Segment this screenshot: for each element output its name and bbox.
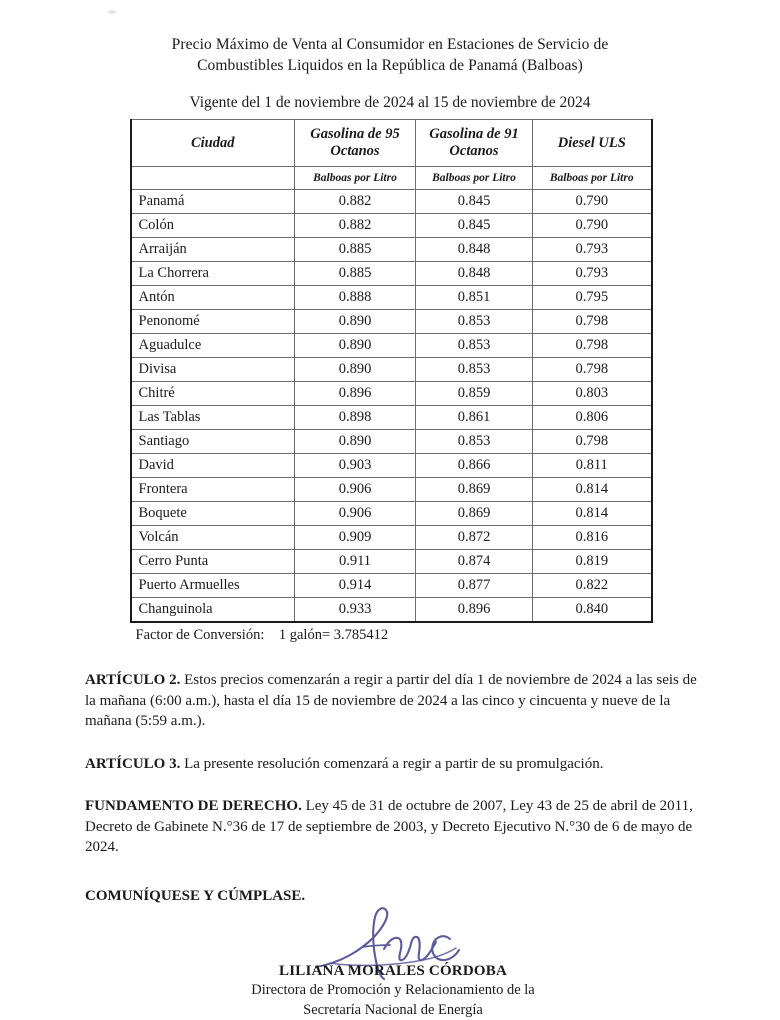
column-header-city: Ciudad: [131, 120, 295, 167]
subheader-diesel-unit: Balboas por Litro: [533, 167, 652, 190]
fuel-price-table: [130, 119, 653, 623]
cell-city: Colón: [131, 214, 295, 238]
cell-gasoline-91: 0.896: [416, 598, 533, 623]
cell-diesel: 0.790: [533, 214, 652, 238]
cell-diesel: 0.811: [533, 454, 652, 478]
article-2-paragraph: [85, 670, 701, 732]
cell-city: Arraiján: [131, 238, 295, 262]
article-3-text: La presente resolución comenzará a regir a partir de su promulgación.: [180, 755, 604, 772]
table-row: [131, 382, 652, 406]
cell-gasoline-95: 0.888: [295, 286, 416, 310]
signatory-role-line-1: Directora de Promoción y Relacionamiento de la: [251, 981, 535, 998]
subheader-gasoline-91-unit: Balboas por Litro: [416, 167, 533, 190]
cell-gasoline-95: 0.882: [295, 214, 416, 238]
cell-city: Divisa: [131, 358, 295, 382]
cell-gasoline-95: 0.906: [295, 502, 416, 526]
legal-basis-text: Ley 45 de 31 de octubre de 2007, Ley 43 de 25 de abril de 2011, Decreto de Gabinete N.°36 de 17 de septiembre de 2003, y Decreto Ejecutivo N.°30 de 6 de mayo de 2024.: [85, 798, 693, 855]
scan-artifact: [108, 10, 116, 14]
cell-gasoline-95: 0.909: [295, 526, 416, 550]
validity-period: Vigente del 1 de noviembre de 2024 al 15 de noviembre de 2024: [189, 94, 591, 111]
table-row: [131, 334, 652, 358]
cell-city: Volcán: [131, 526, 295, 550]
article-3-paragraph: [85, 754, 701, 775]
cell-gasoline-91: 0.877: [416, 574, 533, 598]
cell-diesel: 0.819: [533, 550, 652, 574]
cell-diesel: 0.840: [533, 598, 652, 623]
table-row: [131, 310, 652, 334]
cell-city: Antón: [131, 286, 295, 310]
table-body: [131, 190, 652, 623]
cell-gasoline-95: 0.933: [295, 598, 416, 623]
price-table-container: [130, 119, 651, 623]
cell-gasoline-91: 0.861: [416, 406, 533, 430]
subheader-city: [131, 167, 295, 190]
column-header-gasoline-91: Gasolina de 91 Octanos: [416, 120, 533, 167]
closing-statement: COMUNÍQUESE Y CÚMPLASE.: [85, 887, 306, 904]
cell-diesel: 0.798: [533, 430, 652, 454]
cell-gasoline-95: 0.903: [295, 454, 416, 478]
subheader-gasoline-95-unit: Balboas por Litro: [295, 167, 416, 190]
cell-gasoline-91: 0.859: [416, 382, 533, 406]
document-header: [0, 0, 780, 113]
article-3-label: ARTÍCULO 3.: [85, 755, 181, 772]
table-head: [131, 120, 652, 190]
signatory-name: LILIANA MORALES CÓRDOBA: [279, 962, 507, 979]
cell-gasoline-95: 0.882: [295, 190, 416, 214]
table-row: [131, 190, 652, 214]
table-row: [131, 478, 652, 502]
signatory-role-line-2: Secretaría Nacional de Energía: [303, 1001, 483, 1018]
table-row: [131, 526, 652, 550]
document-title-line-1: Precio Máximo de Venta al Consumidor en Estaciones de Servicio de: [171, 36, 609, 53]
cell-diesel: 0.798: [533, 310, 652, 334]
cell-diesel: 0.793: [533, 262, 652, 286]
cell-gasoline-95: 0.898: [295, 406, 416, 430]
cell-diesel: 0.795: [533, 286, 652, 310]
conversion-factor-note: Factor de Conversión: 1 galón= 3.785412: [135, 627, 389, 643]
table-row: [131, 406, 652, 430]
cell-gasoline-91: 0.853: [416, 310, 533, 334]
cell-gasoline-91: 0.851: [416, 286, 533, 310]
cell-city: Aguadulce: [131, 334, 295, 358]
cell-diesel: 0.814: [533, 478, 652, 502]
cell-city: Changuinola: [131, 598, 295, 623]
cell-gasoline-91: 0.848: [416, 238, 533, 262]
cell-gasoline-95: 0.890: [295, 430, 416, 454]
table-row: [131, 574, 652, 598]
table-row: [131, 238, 652, 262]
cell-gasoline-95: 0.906: [295, 478, 416, 502]
table-row: [131, 454, 652, 478]
cell-city: Las Tablas: [131, 406, 295, 430]
cell-gasoline-91: 0.848: [416, 262, 533, 286]
table-row: [131, 214, 652, 238]
cell-gasoline-91: 0.845: [416, 190, 533, 214]
cell-gasoline-91: 0.866: [416, 454, 533, 478]
cell-gasoline-91: 0.853: [416, 334, 533, 358]
cell-gasoline-95: 0.890: [295, 358, 416, 382]
cell-diesel: 0.790: [533, 190, 652, 214]
table-row: [131, 262, 652, 286]
signature-block: [85, 909, 701, 1020]
table-row: [131, 430, 652, 454]
cell-city: Penonomé: [131, 310, 295, 334]
cell-gasoline-95: 0.885: [295, 238, 416, 262]
cell-city: Panamá: [131, 190, 295, 214]
cell-gasoline-91: 0.869: [416, 478, 533, 502]
article-2-text: Estos precios comenzarán a regir a partir del día 1 de noviembre de 2024 a las seis de la mañana (6:00 a.m.), hasta el día 15 de noviembre de 2024 a las cinco y cincuenta y nueve de la mañana (5:59 a.m.).: [85, 672, 697, 729]
cell-diesel: 0.798: [533, 334, 652, 358]
table-row: [131, 550, 652, 574]
cell-city: Boquete: [131, 502, 295, 526]
cell-diesel: 0.822: [533, 574, 652, 598]
cell-city: La Chorrera: [131, 262, 295, 286]
cell-gasoline-91: 0.872: [416, 526, 533, 550]
column-header-gasoline-95: Gasolina de 95 Octanos: [295, 120, 416, 167]
cell-gasoline-91: 0.874: [416, 550, 533, 574]
legal-basis-label: FUNDAMENTO DE DERECHO.: [85, 798, 302, 814]
cell-diesel: 0.806: [533, 406, 652, 430]
cell-city: Cerro Punta: [131, 550, 295, 574]
table-row: [131, 598, 652, 623]
document-title-line-2: Combustibles Liquidos en la República de Panamá (Balboas): [197, 57, 583, 74]
document-body: [79, 670, 701, 1020]
cell-gasoline-95: 0.885: [295, 262, 416, 286]
cell-city: Santiago: [131, 430, 295, 454]
cell-gasoline-95: 0.914: [295, 574, 416, 598]
table-subheader-row: [131, 167, 652, 190]
cell-gasoline-95: 0.890: [295, 310, 416, 334]
cell-diesel: 0.803: [533, 382, 652, 406]
cell-gasoline-91: 0.853: [416, 430, 533, 454]
legal-basis-paragraph: [85, 796, 701, 858]
cell-city: Frontera: [131, 478, 295, 502]
column-header-diesel: Diesel ULS: [533, 120, 652, 167]
cell-diesel: 0.793: [533, 238, 652, 262]
table-row: [131, 358, 652, 382]
cell-diesel: 0.814: [533, 502, 652, 526]
cell-gasoline-95: 0.896: [295, 382, 416, 406]
cell-gasoline-91: 0.853: [416, 358, 533, 382]
table-header-row: [131, 120, 652, 167]
cell-gasoline-91: 0.845: [416, 214, 533, 238]
cell-gasoline-95: 0.911: [295, 550, 416, 574]
cell-city: Puerto Armuelles: [131, 574, 295, 598]
cell-city: David: [131, 454, 295, 478]
article-2-label: ARTÍCULO 2.: [85, 672, 181, 688]
table-row: [131, 286, 652, 310]
cell-gasoline-91: 0.869: [416, 502, 533, 526]
cell-city: Chitré: [131, 382, 295, 406]
cell-diesel: 0.798: [533, 358, 652, 382]
cell-diesel: 0.816: [533, 526, 652, 550]
table-row: [131, 502, 652, 526]
cell-gasoline-95: 0.890: [295, 334, 416, 358]
